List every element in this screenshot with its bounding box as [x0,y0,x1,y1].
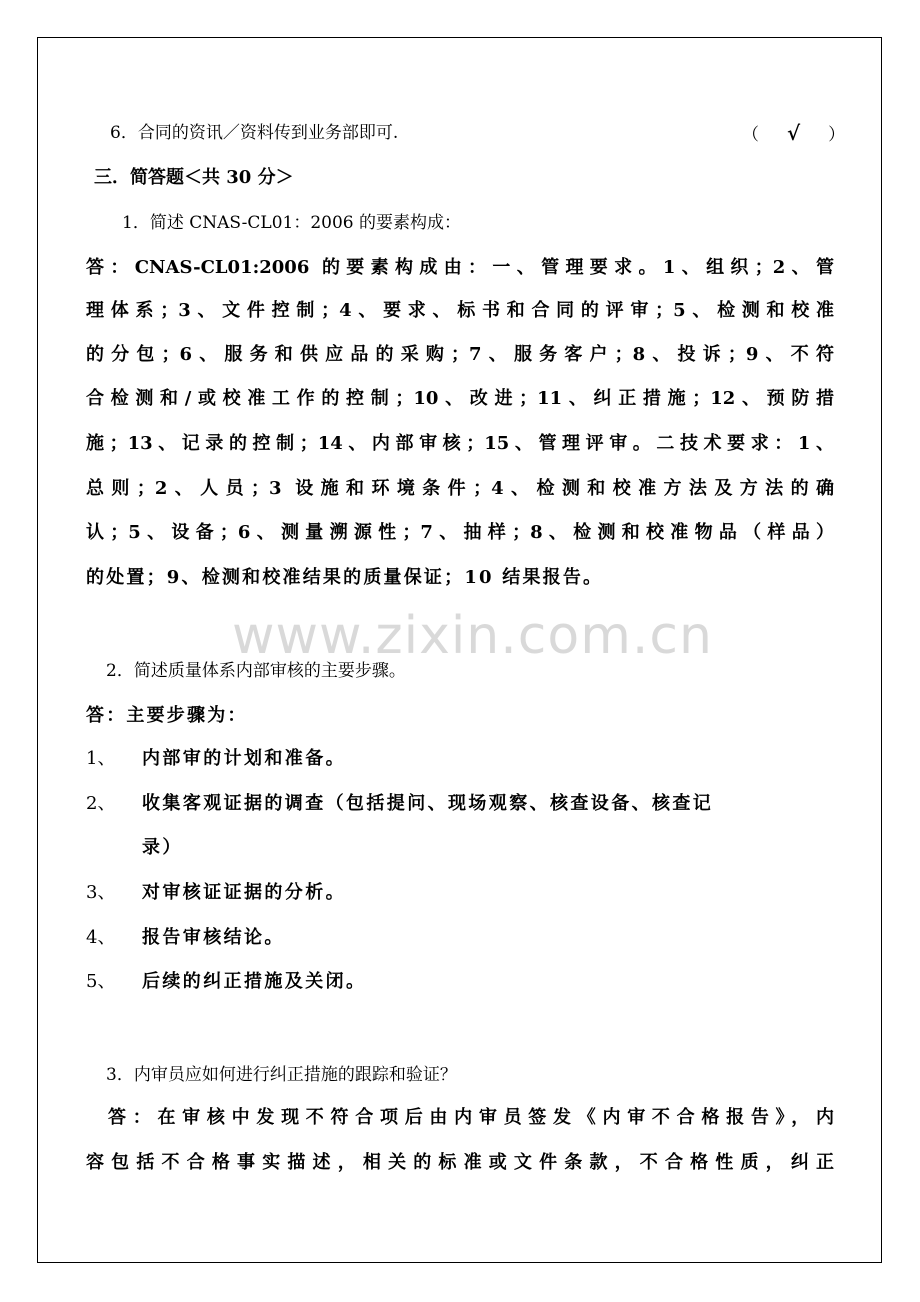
answer-1-line: 答：CNAS-CL01:2006 的要素构成由：一、管理要求。1、组织；2、管 [86,257,834,278]
step-text: 报告审核结论。 [142,927,285,948]
answer-2-intro: 答：主要步骤为： [86,705,248,726]
question-2: 2．简述质量体系内部审核的主要步骤。 [106,661,406,681]
answer-3-line: 容包括不合格事实描述，相关的标准或文件条款，不合格性质，纠正 [86,1152,834,1173]
step-number: 3、 [86,882,116,903]
question-3: 3．内审员应如何进行纠正措施的跟踪和验证？ [106,1065,457,1085]
step-number: 5、 [86,971,116,992]
answer-1-line: 理体系；3、文件控制；4、要求、标书和合同的评审；5、检测和校准 [86,300,834,321]
section-title: 三．简答题＜共 30 分＞ [94,167,294,188]
step-text: 内部审的计划和准备。 [142,748,346,769]
watermark: www.zixin.com.cn [232,606,713,666]
answer-checkbox [742,122,845,146]
answer-1-line: 施；13、记录的控制；14、内部审核；15、管理评审。二技术要求：1、 [86,433,834,454]
question-6: 6．合同的资讯／资料传到业务部即可. [110,123,399,143]
step-number: 2、 [86,793,116,814]
answer-1-line: 的分包；6、服务和供应品的采购；7、服务客户；8、投诉；9、不符 [86,344,834,365]
answer-1-line: 认；5、设备；6、测量溯源性；7、抽样；8、检测和校准物品（样品） [86,522,834,543]
step-text: 后续的纠正措施及关闭。 [142,971,367,992]
step-number: 4、 [86,927,116,948]
check-icon: √ [787,121,801,145]
answer-3-line: 答：在审核中发现不符合项后由内审员签发《内审不合格报告》，内 [108,1107,834,1128]
close-paren: ） [828,125,846,145]
answer-1-line: 合检测和/或校准工作的控制；10、改进；11、纠正措施；12、预防措 [86,388,834,409]
step-number: 1、 [86,748,116,769]
step-text: 对审核证证据的分析。 [142,882,346,903]
step-text: 收集客观证据的调查（包括提问、现场观察、核查设备、核查记 [142,793,714,814]
question-1: 1．简述 CNAS-CL01：2006 的要素构成： [122,213,461,233]
open-paren: （ [742,125,759,145]
step-text-continued: 录） [142,837,183,858]
answer-1-line: 的处置；9、检测和校准结果的质量保证；10 结果报告。 [86,567,604,588]
answer-1-line: 总则；2、人员；3 设施和环境条件；4、检测和校准方法及方法的确 [86,478,834,499]
